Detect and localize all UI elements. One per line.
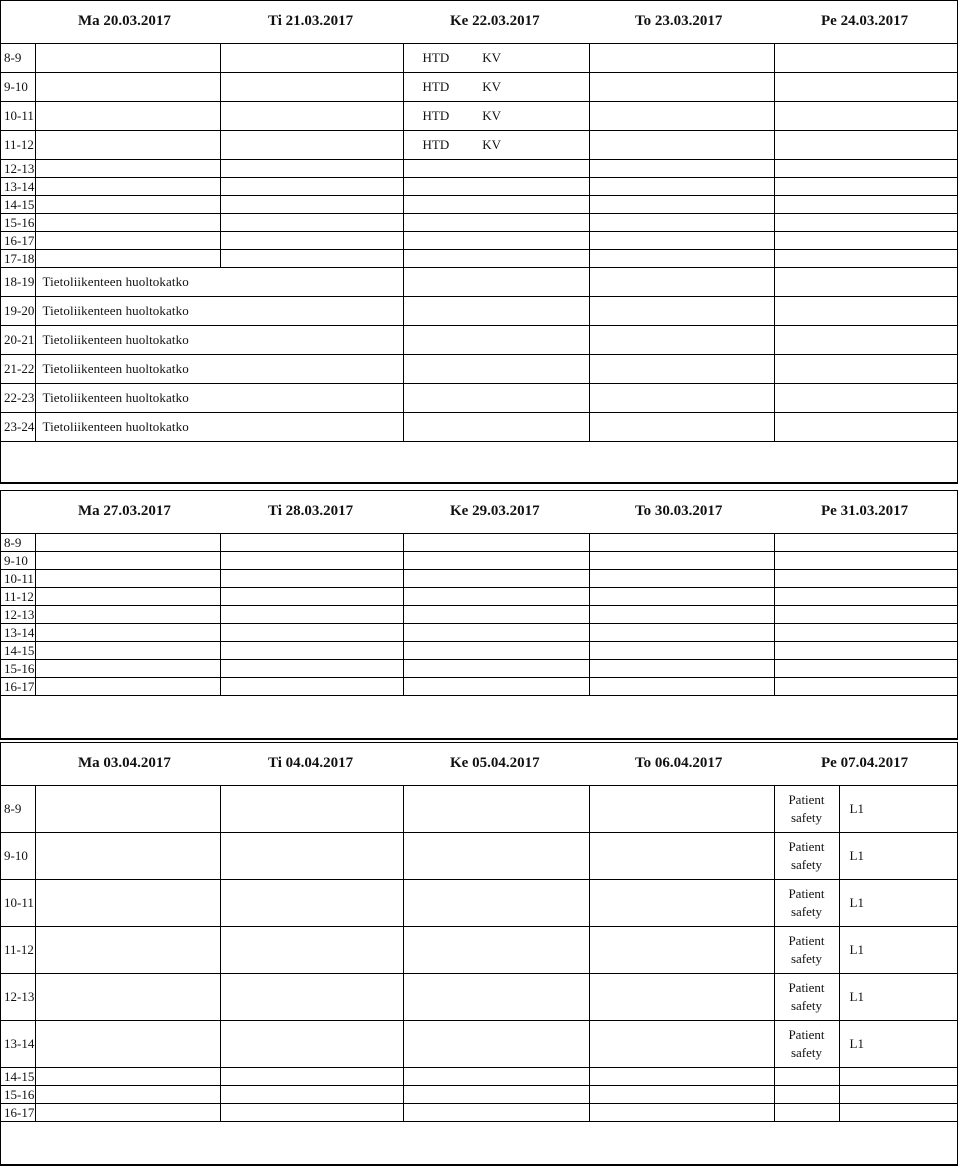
cell-mon — [35, 927, 220, 974]
week-3-grid — [1, 785, 958, 1165]
cell-thu — [589, 570, 774, 588]
cell-fri — [774, 642, 958, 660]
week-3-schedule — [0, 742, 958, 1166]
day-header-mon: Ma 20.03.2017 — [78, 13, 171, 29]
cell-fri-room — [839, 1068, 958, 1086]
cell-fri-room: L1 — [839, 1021, 958, 1068]
cell-tue — [220, 1068, 403, 1086]
cell-wed — [403, 624, 589, 642]
cell-fri — [774, 1021, 839, 1068]
time-slot-label: 14-15 — [1, 642, 35, 660]
cell-mon — [35, 44, 220, 73]
time-slot-label: 12-13 — [1, 606, 35, 624]
cell-tue — [220, 196, 403, 214]
cell-wed — [403, 355, 589, 384]
cell-wed — [403, 1104, 589, 1122]
cell-wed — [403, 927, 589, 974]
cell-mon — [35, 73, 220, 102]
time-slot-label: 16-17 — [1, 1104, 35, 1122]
time-slot-label: 12-13 — [1, 974, 35, 1021]
table-row — [1, 250, 958, 268]
cell-thu — [589, 927, 774, 974]
cell-fri — [774, 384, 958, 413]
time-slot-label: 18-19 — [1, 268, 35, 297]
cell-mon — [35, 606, 220, 624]
blank-row — [1, 442, 958, 483]
time-slot-label: 22-23 — [1, 384, 35, 413]
time-slot-label: 8-9 — [1, 44, 35, 73]
cell-thu — [589, 160, 774, 178]
time-slot-label: 9-10 — [1, 833, 35, 880]
week-2-schedule — [0, 490, 958, 740]
cell-thu — [589, 384, 774, 413]
time-slot-label: 8-9 — [1, 534, 35, 552]
day-header-fri: Pe 07.04.2017 — [821, 755, 909, 771]
table-row — [1, 413, 958, 442]
cell-thu — [589, 326, 774, 355]
cell-wed — [403, 1021, 589, 1068]
cell-wed — [403, 534, 589, 552]
table-row — [1, 44, 958, 73]
time-slot-label: 17-18 — [1, 250, 35, 268]
cell-fri — [774, 534, 958, 552]
cell-wed — [403, 880, 589, 927]
table-row — [1, 268, 958, 297]
cell-fri — [774, 552, 958, 570]
table-row — [1, 214, 958, 232]
booking-title-line: safety — [790, 904, 823, 919]
blank-cell — [1, 442, 958, 483]
table-row — [1, 1104, 958, 1122]
cell-wed — [403, 1068, 589, 1086]
cell-fri — [774, 660, 958, 678]
cell-tue — [220, 786, 403, 833]
cell-fri — [774, 355, 958, 384]
cell-mon: Tietoliikenteen huoltokatko — [35, 384, 403, 413]
cell-tue — [220, 660, 403, 678]
time-slot-label: 21-22 — [1, 355, 35, 384]
cell-tue — [220, 642, 403, 660]
day-header-fri: Pe 24.03.2017 — [821, 13, 909, 29]
cell-tue — [220, 678, 403, 696]
time-slot-label: 11-12 — [1, 588, 35, 606]
cell-fri — [774, 1068, 839, 1086]
cell-thu — [589, 588, 774, 606]
cell-fri — [774, 131, 958, 160]
time-slot-label: 11-12 — [1, 927, 35, 974]
time-slot-label: 13-14 — [1, 178, 35, 196]
cell-thu — [589, 1104, 774, 1122]
cell-wed — [403, 1086, 589, 1104]
cell-mon: Tietoliikenteen huoltokatko — [35, 268, 403, 297]
time-slot-label: 13-14 — [1, 624, 35, 642]
time-slot-label: 14-15 — [1, 196, 35, 214]
cell-thu — [589, 131, 774, 160]
cell-thu — [589, 534, 774, 552]
cell-wed — [403, 678, 589, 696]
time-slot-label: 10-11 — [1, 880, 35, 927]
time-slot-label: 12-13 — [1, 160, 35, 178]
cell-tue — [220, 160, 403, 178]
cell-fri — [774, 606, 958, 624]
time-slot-label: 16-17 — [1, 678, 35, 696]
cell-fri — [774, 880, 839, 927]
table-row — [1, 384, 958, 413]
week-2-header — [1, 491, 957, 533]
cell-wed — [403, 588, 589, 606]
time-slot-label: 15-16 — [1, 214, 35, 232]
cell-fri-room: L1 — [839, 974, 958, 1021]
cell-fri — [774, 570, 958, 588]
cell-tue — [220, 214, 403, 232]
day-header-mon: Ma 27.03.2017 — [78, 503, 171, 519]
table-row — [1, 232, 958, 250]
cell-thu — [589, 624, 774, 642]
cell-mon — [35, 570, 220, 588]
cell-wed — [403, 297, 589, 326]
day-header-fri: Pe 31.03.2017 — [821, 503, 909, 519]
cell-fri-room: L1 — [839, 833, 958, 880]
time-slot-label: 10-11 — [1, 102, 35, 131]
cell-tue — [220, 927, 403, 974]
cell-thu — [589, 786, 774, 833]
cell-tue — [220, 552, 403, 570]
cell-wed — [403, 642, 589, 660]
cell-fri — [774, 833, 839, 880]
cell-fri — [774, 927, 839, 974]
time-slot-label: 8-9 — [1, 786, 35, 833]
cell-fri — [774, 624, 958, 642]
table-row — [1, 102, 958, 131]
cell-fri — [774, 413, 958, 442]
cell-wed — [403, 131, 589, 160]
table-row — [1, 974, 958, 1021]
day-header-wed: Ke 05.04.2017 — [450, 755, 540, 771]
time-slot-label: 11-12 — [1, 131, 35, 160]
table-row — [1, 642, 958, 660]
cell-mon — [35, 660, 220, 678]
time-slot-label: 13-14 — [1, 1021, 35, 1068]
table-row — [1, 297, 958, 326]
cell-fri-room — [839, 1104, 958, 1122]
cell-mon — [35, 1086, 220, 1104]
table-row — [1, 570, 958, 588]
cell-mon — [35, 196, 220, 214]
booking-title-line: Patient — [788, 1027, 825, 1042]
cell-tue — [220, 570, 403, 588]
booking-title-line: safety — [790, 1045, 823, 1060]
blank-row — [1, 1122, 958, 1165]
booking-code: HTD — [422, 137, 450, 152]
cell-thu — [589, 178, 774, 196]
time-slot-label: 15-16 — [1, 660, 35, 678]
cell-fri — [774, 678, 958, 696]
cell-wed — [403, 552, 589, 570]
table-row — [1, 1086, 958, 1104]
cell-tue — [220, 102, 403, 131]
booking-code: HTD — [422, 79, 450, 94]
cell-fri — [774, 160, 958, 178]
cell-fri — [774, 1104, 839, 1122]
cell-tue — [220, 131, 403, 160]
cell-mon: Tietoliikenteen huoltokatko — [35, 326, 403, 355]
table-row — [1, 606, 958, 624]
cell-tue — [220, 624, 403, 642]
cell-thu — [589, 974, 774, 1021]
cell-fri — [774, 196, 958, 214]
week-2-grid — [1, 533, 958, 739]
cell-fri — [774, 102, 958, 131]
table-row — [1, 196, 958, 214]
cell-mon: Tietoliikenteen huoltokatko — [35, 355, 403, 384]
cell-thu — [589, 606, 774, 624]
cell-wed — [403, 232, 589, 250]
cell-thu — [589, 642, 774, 660]
cell-mon — [35, 1068, 220, 1086]
cell-fri — [774, 178, 958, 196]
booking-code: KV — [482, 137, 501, 152]
cell-mon — [35, 160, 220, 178]
day-header-mon: Ma 03.04.2017 — [78, 755, 171, 771]
table-row — [1, 552, 958, 570]
booking-code: KV — [482, 108, 501, 123]
blank-row — [1, 696, 958, 739]
booking-title-line: Patient — [788, 886, 825, 901]
cell-fri-room: L1 — [839, 880, 958, 927]
cell-tue — [220, 1021, 403, 1068]
cell-wed — [403, 606, 589, 624]
week-1-header — [1, 1, 957, 43]
day-header-thu: To 06.04.2017 — [635, 755, 723, 771]
cell-fri — [774, 214, 958, 232]
cell-tue — [220, 1104, 403, 1122]
cell-fri — [774, 73, 958, 102]
cell-wed — [403, 178, 589, 196]
cell-mon — [35, 786, 220, 833]
cell-tue — [220, 44, 403, 73]
table-row — [1, 131, 958, 160]
cell-thu — [589, 880, 774, 927]
booking-title-line: Patient — [788, 933, 825, 948]
cell-thu — [589, 250, 774, 268]
table-row — [1, 880, 958, 927]
cell-fri — [774, 786, 839, 833]
cell-fri — [774, 326, 958, 355]
cell-wed — [403, 102, 589, 131]
time-slot-label: 16-17 — [1, 232, 35, 250]
cell-fri — [774, 268, 958, 297]
cell-mon — [35, 1104, 220, 1122]
day-header-wed: Ke 29.03.2017 — [450, 503, 540, 519]
booking-title-line: Patient — [788, 792, 825, 807]
cell-wed — [403, 660, 589, 678]
cell-mon — [35, 178, 220, 196]
cell-thu — [589, 413, 774, 442]
day-header-thu: To 30.03.2017 — [635, 503, 723, 519]
cell-fri-room: L1 — [839, 927, 958, 974]
booking-title-line: Patient — [788, 839, 825, 854]
week-1-schedule — [0, 0, 958, 484]
cell-tue — [220, 232, 403, 250]
cell-wed — [403, 160, 589, 178]
cell-tue — [220, 606, 403, 624]
cell-thu — [589, 1086, 774, 1104]
booking-code: KV — [482, 50, 501, 65]
cell-thu — [589, 232, 774, 250]
day-header-thu: To 23.03.2017 — [635, 13, 723, 29]
cell-mon — [35, 552, 220, 570]
table-row — [1, 73, 958, 102]
cell-wed — [403, 570, 589, 588]
cell-tue — [220, 974, 403, 1021]
booking-title-line: safety — [790, 810, 823, 825]
cell-fri — [774, 1086, 839, 1104]
cell-thu — [589, 660, 774, 678]
cell-fri-room — [839, 1086, 958, 1104]
time-slot-label: 15-16 — [1, 1086, 35, 1104]
blank-cell — [1, 1122, 958, 1165]
cell-mon: Tietoliikenteen huoltokatko — [35, 413, 403, 442]
cell-thu — [589, 1021, 774, 1068]
cell-fri — [774, 297, 958, 326]
booking-code: KV — [482, 79, 501, 94]
cell-mon — [35, 250, 220, 268]
cell-fri — [774, 232, 958, 250]
table-row — [1, 833, 958, 880]
cell-mon — [35, 232, 220, 250]
table-row — [1, 355, 958, 384]
time-slot-label: 9-10 — [1, 552, 35, 570]
cell-mon — [35, 534, 220, 552]
booking-code: HTD — [422, 50, 450, 65]
booking-title-line: safety — [790, 951, 823, 966]
table-row — [1, 178, 958, 196]
cell-fri-room: L1 — [839, 786, 958, 833]
cell-tue — [220, 880, 403, 927]
blank-cell — [1, 696, 958, 739]
cell-wed — [403, 268, 589, 297]
cell-wed — [403, 974, 589, 1021]
table-row — [1, 1021, 958, 1068]
cell-wed — [403, 214, 589, 232]
day-header-wed: Ke 22.03.2017 — [450, 13, 540, 29]
cell-thu — [589, 355, 774, 384]
booking-title-line: Patient — [788, 980, 825, 995]
cell-thu — [589, 297, 774, 326]
cell-mon — [35, 678, 220, 696]
cell-thu — [589, 44, 774, 73]
cell-tue — [220, 73, 403, 102]
cell-mon — [35, 214, 220, 232]
cell-wed — [403, 196, 589, 214]
cell-mon — [35, 624, 220, 642]
day-header-tue: Ti 28.03.2017 — [268, 503, 354, 519]
cell-mon — [35, 1021, 220, 1068]
time-slot-label: 10-11 — [1, 570, 35, 588]
cell-fri — [774, 974, 839, 1021]
time-slot-label: 19-20 — [1, 297, 35, 326]
cell-thu — [589, 552, 774, 570]
time-slot-label: 20-21 — [1, 326, 35, 355]
cell-mon — [35, 131, 220, 160]
cell-wed — [403, 250, 589, 268]
table-row — [1, 588, 958, 606]
cell-wed — [403, 73, 589, 102]
cell-tue — [220, 250, 403, 268]
cell-thu — [589, 102, 774, 131]
cell-thu — [589, 1068, 774, 1086]
booking-code: HTD — [422, 108, 450, 123]
cell-mon — [35, 102, 220, 131]
cell-tue — [220, 1086, 403, 1104]
cell-fri — [774, 44, 958, 73]
table-row — [1, 678, 958, 696]
time-slot-label: 9-10 — [1, 73, 35, 102]
cell-wed — [403, 786, 589, 833]
cell-mon — [35, 880, 220, 927]
table-row — [1, 534, 958, 552]
cell-thu — [589, 214, 774, 232]
cell-thu — [589, 678, 774, 696]
cell-wed — [403, 384, 589, 413]
week-3-header — [1, 743, 957, 785]
cell-mon — [35, 642, 220, 660]
cell-tue — [220, 588, 403, 606]
cell-mon — [35, 974, 220, 1021]
day-header-tue: Ti 21.03.2017 — [268, 13, 354, 29]
table-row — [1, 160, 958, 178]
cell-mon — [35, 833, 220, 880]
day-header-tue: Ti 04.04.2017 — [268, 755, 354, 771]
table-row — [1, 786, 958, 833]
time-slot-label: 14-15 — [1, 1068, 35, 1086]
cell-wed — [403, 833, 589, 880]
cell-wed — [403, 44, 589, 73]
cell-tue — [220, 833, 403, 880]
cell-wed — [403, 326, 589, 355]
week-1-grid — [1, 43, 958, 483]
booking-title-line: safety — [790, 857, 823, 872]
booking-title-line: safety — [790, 998, 823, 1013]
time-slot-label: 23-24 — [1, 413, 35, 442]
cell-mon: Tietoliikenteen huoltokatko — [35, 297, 403, 326]
cell-fri — [774, 588, 958, 606]
cell-thu — [589, 73, 774, 102]
cell-tue — [220, 178, 403, 196]
cell-wed — [403, 413, 589, 442]
cell-thu — [589, 196, 774, 214]
table-row — [1, 326, 958, 355]
table-row — [1, 660, 958, 678]
cell-thu — [589, 833, 774, 880]
table-row — [1, 927, 958, 974]
cell-tue — [220, 534, 403, 552]
table-row — [1, 624, 958, 642]
cell-fri — [774, 250, 958, 268]
cell-thu — [589, 268, 774, 297]
cell-mon — [35, 588, 220, 606]
table-row — [1, 1068, 958, 1086]
